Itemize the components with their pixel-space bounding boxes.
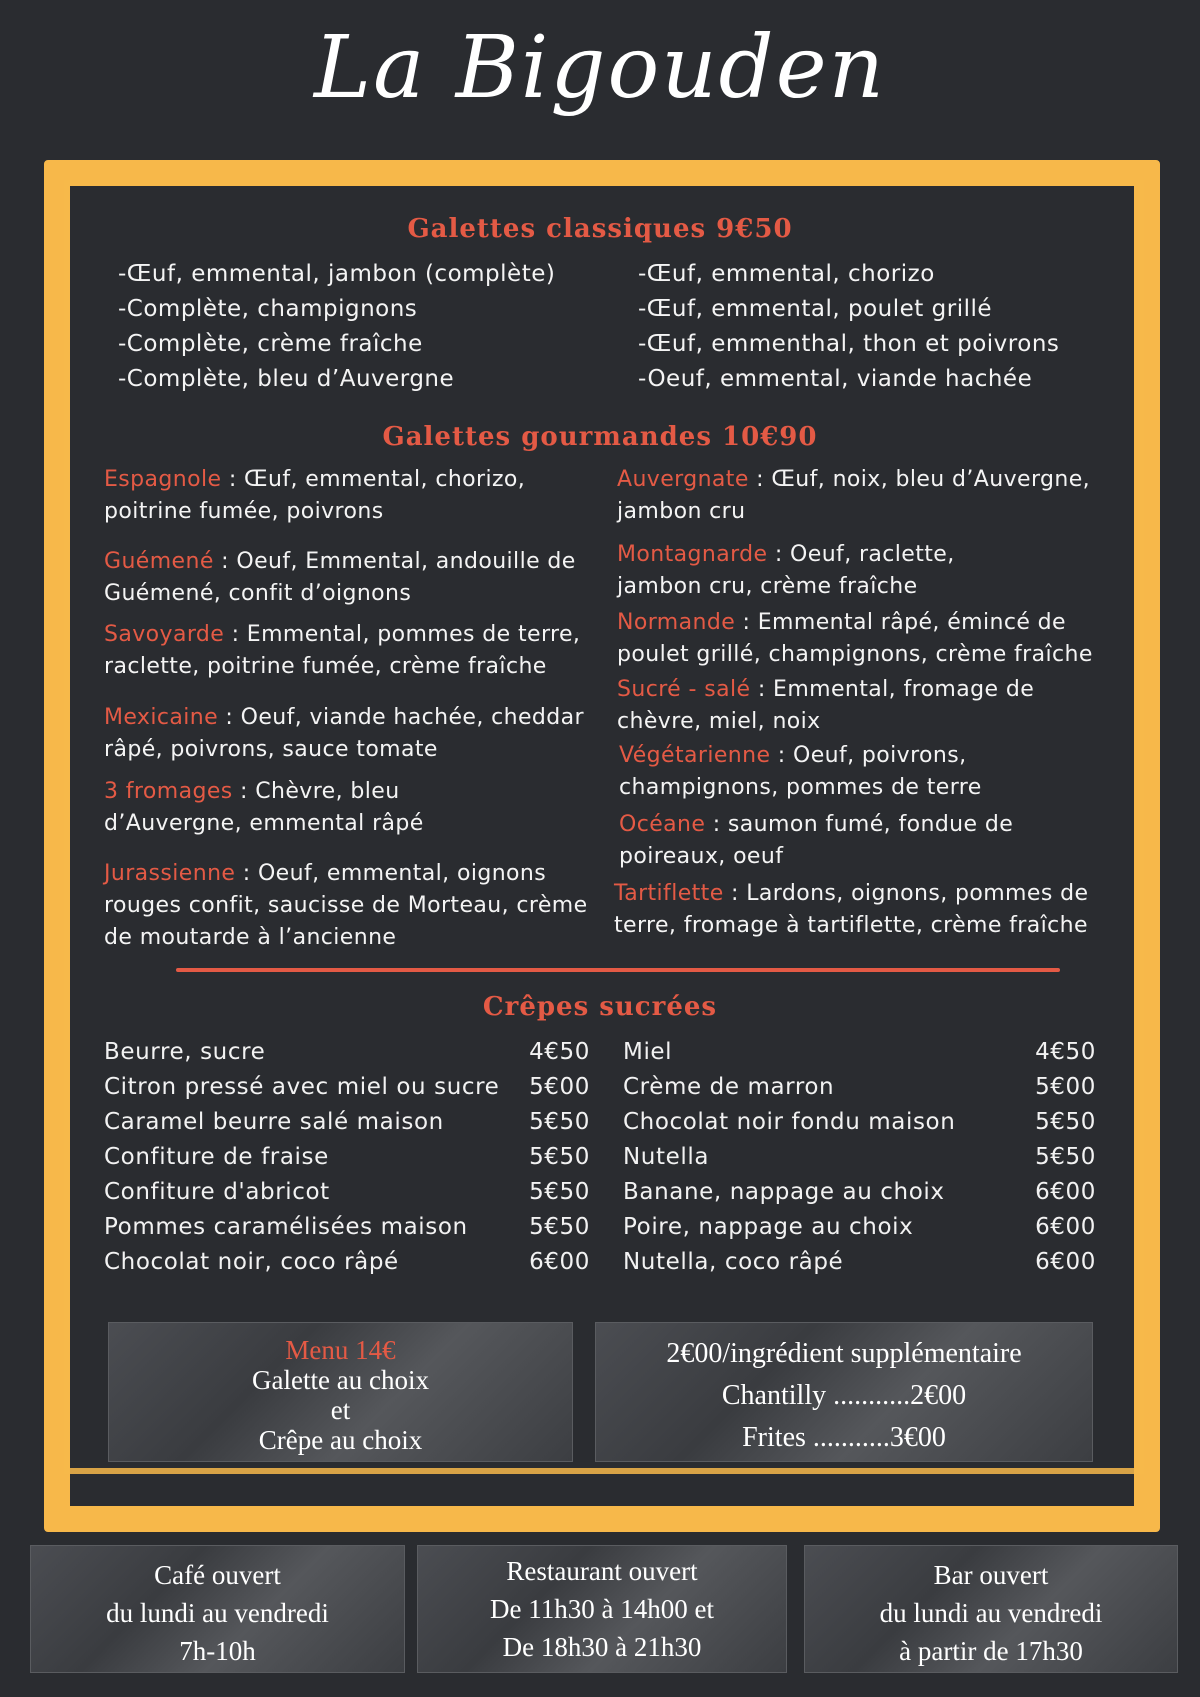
crepe-name: Pommes caramélisées maison	[104, 1214, 468, 1240]
hours-cafe-box	[30, 1545, 405, 1673]
page-title: La Bigouden	[314, 18, 886, 118]
hours-restaurant-box	[417, 1545, 787, 1673]
crepe-name: Confiture d'abricot	[104, 1179, 330, 1205]
gourmandes-item	[104, 702, 614, 766]
list-item	[104, 1140, 590, 1175]
gourmandes-item	[617, 607, 1117, 671]
gourmandes-item-desc: : Emmental, fromage de chèvre, miel, noix	[617, 677, 1035, 734]
list-item	[623, 1070, 1096, 1105]
crepe-price: 5€00	[1035, 1074, 1096, 1100]
crepe-price: 6€00	[1035, 1249, 1096, 1275]
hours-line: à partir de 17h30	[899, 1636, 1083, 1666]
hours-line: Café ouvert	[154, 1560, 281, 1590]
gourmandes-item-name: Savoyarde	[104, 622, 225, 647]
hours-line: 7h-10h	[179, 1636, 256, 1666]
gourmandes-item-name: Normande	[617, 610, 736, 635]
crepe-price: 6€00	[1035, 1179, 1096, 1205]
crepe-name: Poire, nappage au choix	[623, 1214, 914, 1240]
gourmandes-item-desc: : Œuf, noix, bleu d’Auvergne, jambon cru	[617, 467, 1091, 524]
crepe-name: Confiture de fraise	[104, 1144, 329, 1170]
gourmandes-item-name: Guémené	[104, 549, 214, 574]
gourmandes-item-desc: : Oeuf, raclette, jambon cru, crème fraîche	[617, 542, 955, 599]
section-title-classiques: Galettes classiques 9€50	[407, 214, 793, 244]
crepe-name: Nutella	[623, 1144, 710, 1170]
crepe-price: 5€50	[529, 1214, 590, 1240]
list-item	[104, 1035, 590, 1070]
list-item	[104, 1175, 590, 1210]
gourmandes-item	[104, 776, 484, 840]
list-item: -Complète, bleu d’Auvergne	[118, 366, 455, 392]
hours-line: De 18h30 à 21h30	[502, 1632, 702, 1662]
list-item	[104, 1245, 590, 1280]
crepes-left-list	[104, 1035, 590, 1280]
gourmandes-item-name: Auvergnate	[617, 467, 749, 492]
gourmandes-item-desc: : saumon fumé, fondue de poireaux, oeuf	[619, 812, 1014, 869]
hours-line: Restaurant ouvert	[506, 1556, 698, 1586]
hours-line: Bar ouvert	[933, 1560, 1049, 1590]
classiques-right-list	[638, 257, 1059, 397]
gourmandes-item-name: Végétarienne	[619, 743, 771, 768]
crepe-name: Banane, nappage au choix	[623, 1179, 945, 1205]
gourmandes-item	[617, 674, 1087, 738]
crepe-price: 5€50	[529, 1109, 590, 1135]
gourmandes-item-name: Sucré - salé	[617, 677, 751, 702]
section-divider	[176, 968, 1060, 972]
list-item	[104, 1105, 590, 1140]
gourmandes-item-desc: : Oeuf, poivrons, champignons, pommes de terre	[619, 743, 982, 800]
crepe-price: 5€50	[1035, 1109, 1096, 1135]
list-item: -Œuf, emmental, jambon (complète)	[118, 261, 556, 287]
list-item: -Œuf, emmental, chorizo	[638, 261, 935, 287]
list-item: -Complète, champignons	[118, 296, 418, 322]
list-item	[623, 1105, 1096, 1140]
list-item	[623, 1175, 1096, 1210]
crepe-name: Crème de marron	[623, 1074, 835, 1100]
gourmandes-item	[104, 858, 604, 954]
list-item: -Oeuf, emmental, viande hachée	[638, 366, 1033, 392]
section-title-gourmandes: Galettes gourmandes 10€90	[382, 422, 818, 452]
list-item: -Complète, crème fraîche	[118, 331, 423, 357]
crepe-price: 5€50	[529, 1179, 590, 1205]
gourmandes-item-desc: : Œuf, emmental, chorizo, poitrine fumée, poivrons	[104, 467, 526, 524]
classiques-left-list	[118, 257, 555, 397]
gourmandes-item-name: Espagnole	[104, 467, 222, 492]
list-item	[623, 1140, 1096, 1175]
extras-line: Frites ...........3€00	[742, 1422, 946, 1453]
menu-formula-line: Crêpe au choix	[258, 1425, 423, 1455]
hours-line: du lundi au vendredi	[879, 1598, 1103, 1628]
menu-formula-box	[108, 1322, 573, 1462]
crepe-name: Citron pressé avec miel ou sucre	[104, 1074, 500, 1100]
gourmandes-item-desc: : Emmental râpé, émincé de poulet grillé, champignons, crème fraîche	[617, 610, 1093, 667]
menu-formula-line: Galette au choix	[252, 1365, 429, 1395]
hours-line: De 11h30 à 14h00 et	[490, 1594, 714, 1624]
gourmandes-item-name: 3 fromages	[104, 779, 233, 804]
crepe-price: 5€00	[529, 1074, 590, 1100]
gourmandes-item	[104, 619, 614, 683]
crepe-name: Caramel beurre salé maison	[104, 1109, 444, 1135]
crepe-price: 4€50	[529, 1039, 590, 1065]
crepe-name: Chocolat noir, coco râpé	[104, 1249, 399, 1275]
gourmandes-item-name: Montagnarde	[617, 542, 768, 567]
list-item	[623, 1035, 1096, 1070]
crepe-name: Beurre, sucre	[104, 1039, 266, 1065]
gourmandes-item	[619, 740, 1039, 804]
gourmandes-item-desc: : Oeuf, Emmental, andouille de Guémené, confit d’oignons	[104, 549, 576, 606]
extras-title: 2€00/ingrédient supplémentaire	[666, 1338, 1022, 1369]
list-item	[104, 1070, 590, 1105]
hours-line: du lundi au vendredi	[106, 1598, 329, 1628]
crepe-name: Nutella, coco râpé	[623, 1249, 844, 1275]
gourmandes-item-desc: : Chèvre, bleu d’Auvergne, emmental râpé	[104, 779, 424, 836]
crepe-price: 6€00	[1035, 1214, 1096, 1240]
list-item: -Œuf, emmental, poulet grillé	[638, 296, 993, 322]
gourmandes-item-name: Jurassienne	[104, 861, 236, 886]
crepe-price: 6€00	[529, 1249, 590, 1275]
gourmandes-item-desc: : Emmental, pommes de terre, raclette, poitrine fumée, crème fraîche	[104, 622, 581, 679]
section-title-crepes: Crêpes sucrées	[482, 992, 718, 1022]
gourmandes-item	[614, 878, 1094, 942]
gourmandes-item-desc: : Lardons, oignons, pommes de terre, fromage à tartiflette, crème fraîche	[614, 881, 1089, 938]
extras-box	[595, 1322, 1093, 1462]
gourmandes-item-name: Océane	[619, 812, 706, 837]
crepe-price: 5€50	[1035, 1144, 1096, 1170]
crepe-name: Chocolat noir fondu maison	[623, 1109, 956, 1135]
gourmandes-item	[617, 539, 1017, 603]
gourmandes-item-name: Tartiflette	[614, 881, 724, 906]
list-item	[623, 1245, 1096, 1280]
gourmandes-item-desc: : Oeuf, viande hachée, cheddar râpé, poivrons, sauce tomate	[104, 705, 584, 762]
list-item: -Œuf, emmenthal, thon et poivrons	[638, 331, 1060, 357]
list-item	[623, 1210, 1096, 1245]
gourmandes-item	[617, 464, 1117, 528]
crepe-name: Miel	[623, 1039, 673, 1065]
gourmandes-item	[619, 809, 1069, 873]
menu-formula-line: et	[330, 1395, 351, 1425]
crepe-price: 4€50	[1035, 1039, 1096, 1065]
crepe-price: 5€50	[529, 1144, 590, 1170]
list-item	[104, 1210, 590, 1245]
gourmandes-item	[104, 464, 614, 528]
crepes-right-list	[623, 1035, 1096, 1280]
hours-bar-box	[804, 1545, 1178, 1673]
gourmandes-item-desc: : Oeuf, emmental, oignons rouges confit, saucisse de Morteau, crème de moutarde à l’ancienne	[104, 861, 588, 950]
gourmandes-item-name: Mexicaine	[104, 705, 219, 730]
gourmandes-item	[104, 546, 614, 610]
extras-line: Chantilly ...........2€00	[721, 1380, 967, 1411]
menu-formula-title: Menu 14€	[285, 1335, 396, 1365]
